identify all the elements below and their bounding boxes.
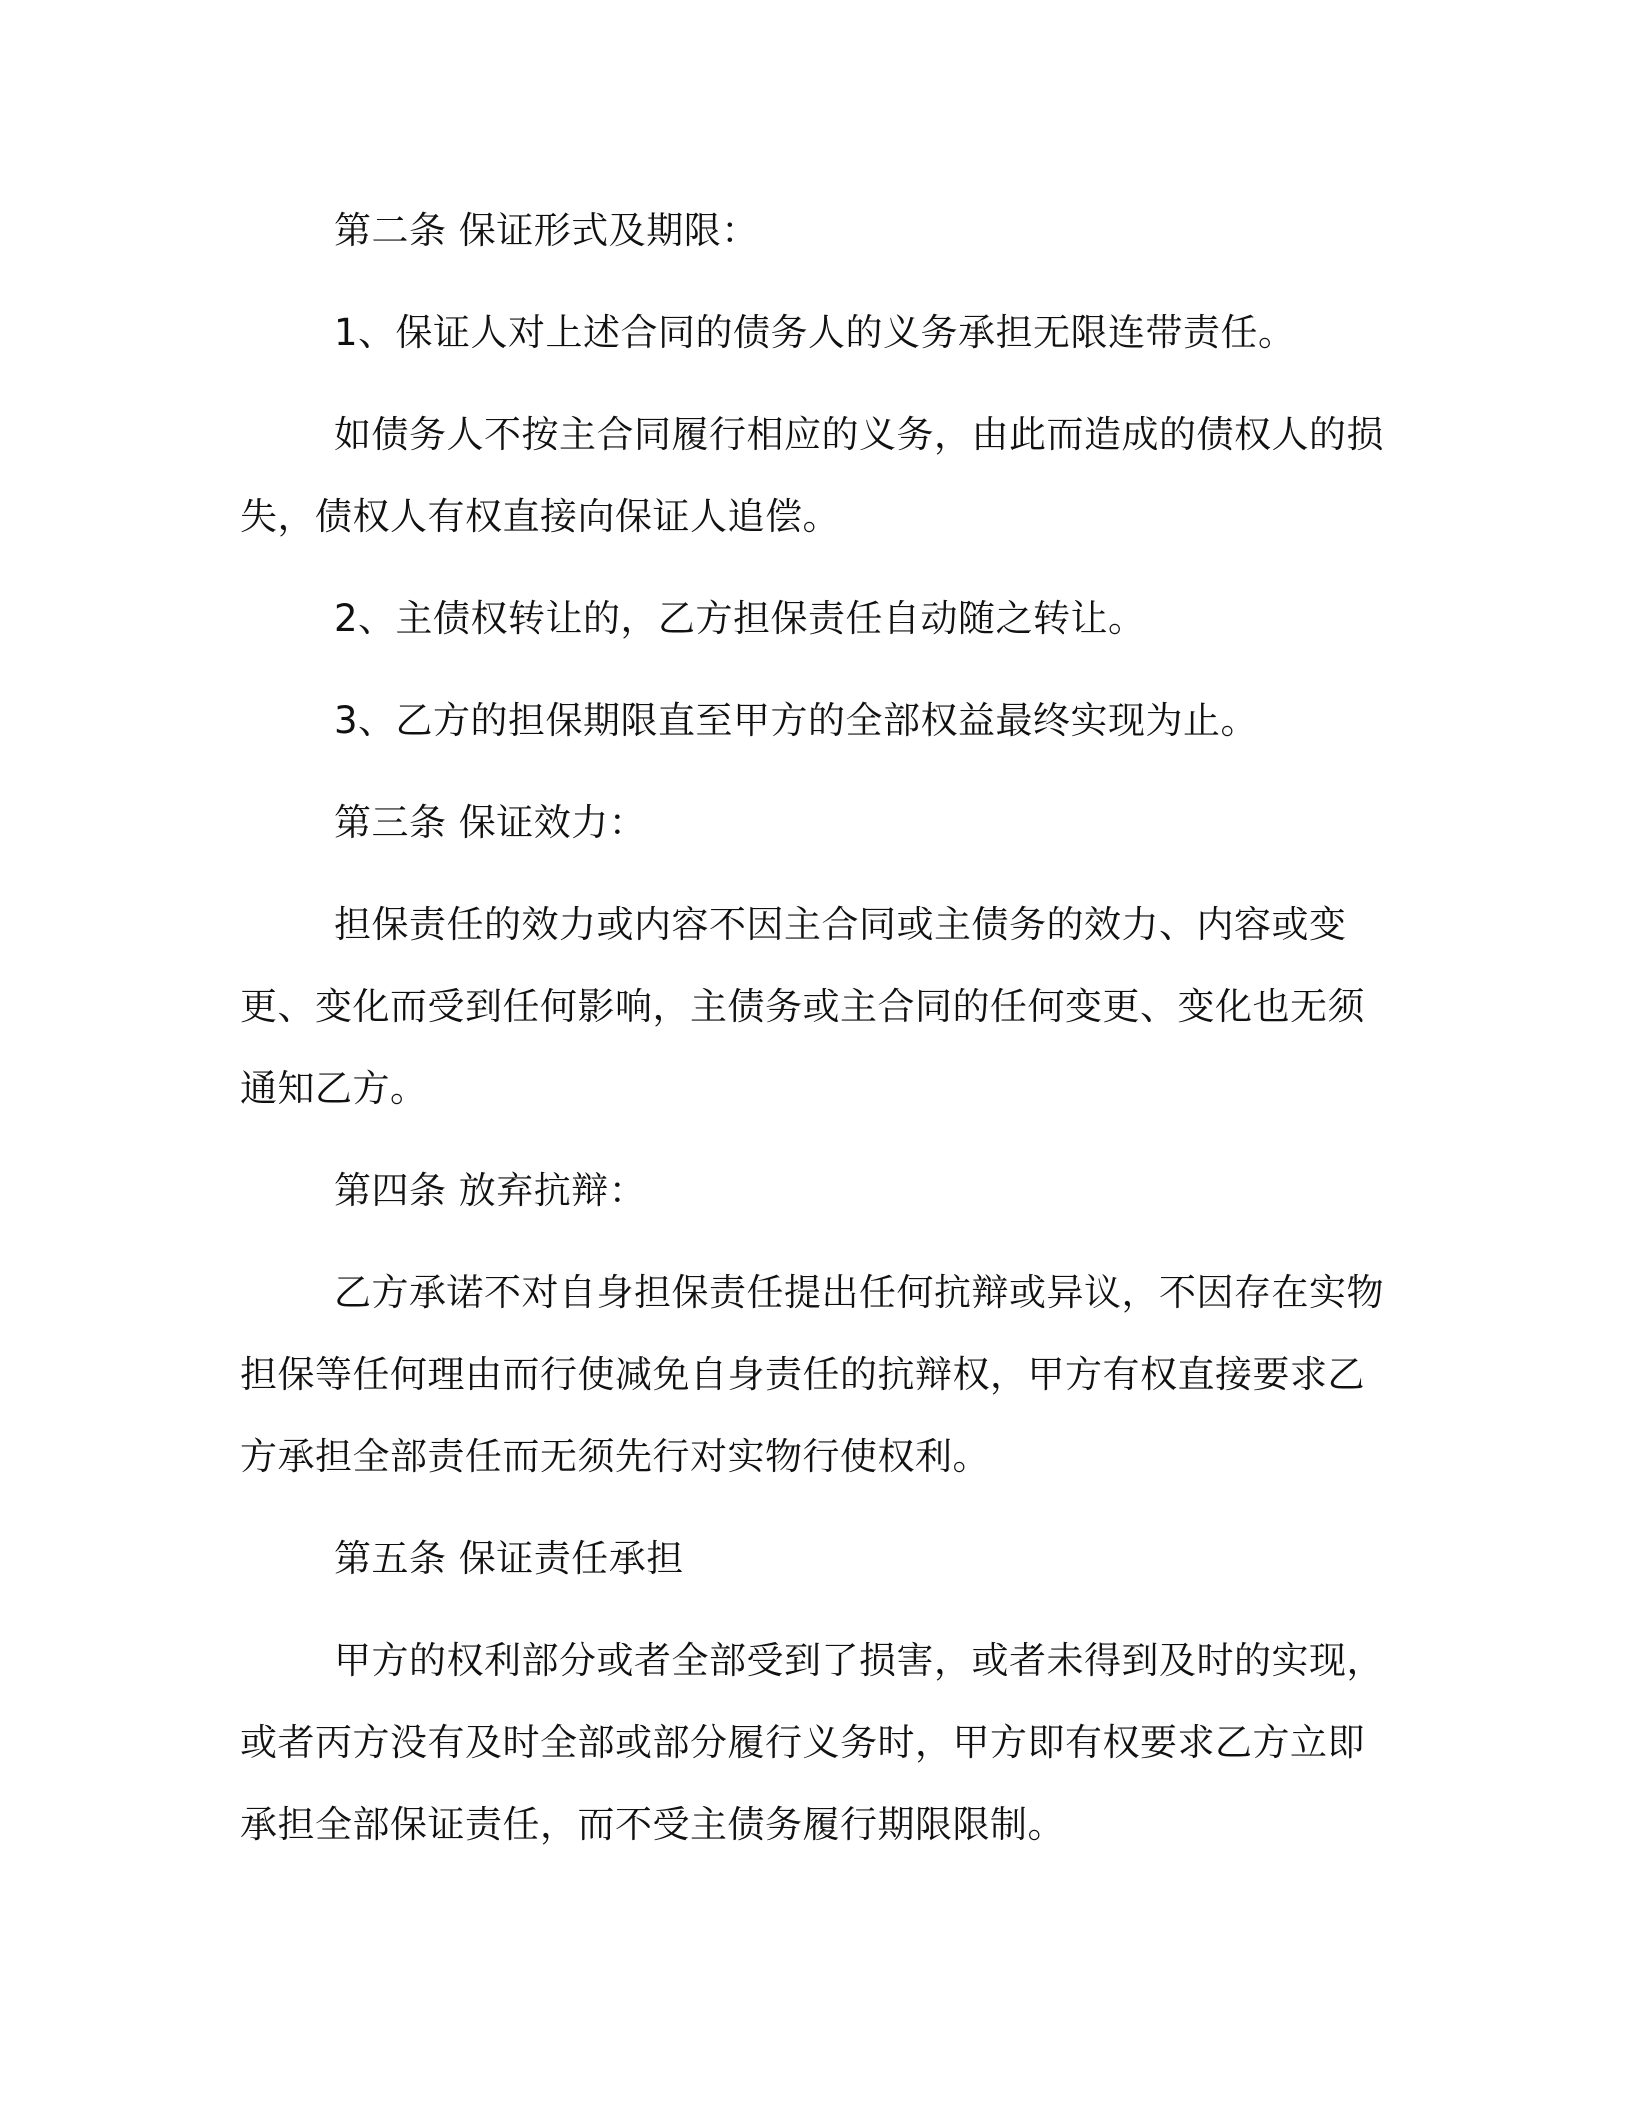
article-5-body: 甲方的权利部分或者全部受到了损害，或者未得到及时的实现，或者丙方没有及时全部或部分履行义务时，甲方即有权要求乙方立即承担全部保证责任，而不受主债务履行期限限制。 <box>240 1639 1384 1846</box>
article-4-body: 乙方承诺不对自身担保责任提出任何抗辩或异议，不因存在实物担保等任何理由而行使减免自身责任的抗辩权，甲方有权直接要求乙方承担全部责任而无须先行对实物行使权利。 <box>240 1271 1384 1478</box>
article-2-clause-3: 3、乙方的担保期限直至甲方的全部权益最终实现为止。 <box>334 699 1259 742</box>
document-body <box>240 190 1400 1886</box>
article-2-clause-1: 1、保证人对上述合同的债务人的义务承担无限连带责任。 <box>334 311 1296 354</box>
article-5-heading: 第五条 保证责任承担 <box>334 1537 684 1580</box>
article-4-heading: 第四条 放弃抗辩： <box>334 1169 647 1212</box>
article-2-clause-2: 2、主债权转让的，乙方担保责任自动随之转让。 <box>334 597 1146 640</box>
article-3-heading: 第三条 保证效力： <box>334 801 647 844</box>
article-2-heading: 第二条 保证形式及期限： <box>334 209 759 252</box>
article-2-clause-1-detail: 如债务人不按主合同履行相应的义务，由此而造成的债权人的损失，债权人有权直接向保证人追偿。 <box>240 413 1384 538</box>
article-3-body: 担保责任的效力或内容不因主合同或主债务的效力、内容或变更、变化而受到任何影响，主债务或主合同的任何变更、变化也无须通知乙方。 <box>240 903 1365 1110</box>
